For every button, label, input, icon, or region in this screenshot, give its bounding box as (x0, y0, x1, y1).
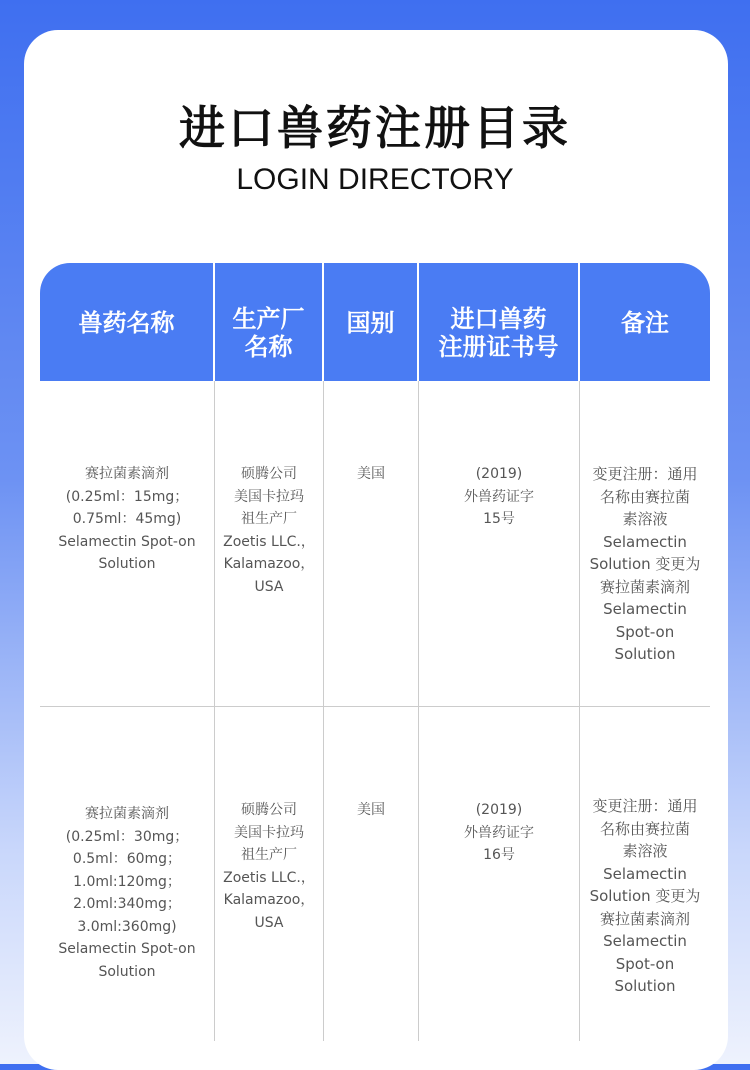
table-header (40, 263, 710, 381)
cell-drug-name: 赛拉菌素滴剂 (0.25ml：15mg； 0.75ml：45mg) Selamectin Spot-on Solution (40, 381, 215, 706)
registration-table (40, 263, 710, 1041)
page-subtitle: LOGIN DIRECTORY (236, 163, 514, 196)
cell-remark: 变更注册：通用 名称由赛拉菌 素溶液 Selamectin Solution 变更为 赛拉菌素滴剂 Selamectin Spot-on Solution (589, 797, 701, 995)
cell-manufacturer: 硕腾公司 美国卡拉玛 祖生产厂 Zoetis LLC.， Kalamazoo， USA (215, 707, 324, 1041)
header-remark: 备注 (621, 309, 669, 337)
table-row (40, 381, 710, 707)
header-country: 国别 (324, 263, 419, 381)
cell-remark: 变更注册：通用 名称由赛拉菌 素溶液 Selamectin Solution 变更为 赛拉菌素滴剂 Selamectin Spot-on Solution (589, 465, 701, 663)
page-title: 进口兽药注册目录 (179, 101, 571, 155)
header-drug-name: 兽药名称 (40, 263, 215, 381)
table-row (40, 707, 710, 1041)
cell-country: 美国 (324, 707, 419, 1041)
cell-country: 美国 (324, 381, 419, 706)
cell-certificate: (2019) 外兽药证字 15号 (419, 381, 580, 706)
header-certificate: 进口兽药 注册证书号 (419, 263, 580, 381)
cell-certificate: (2019) 外兽药证字 16号 (419, 707, 580, 1041)
cell-drug-name: 赛拉菌素滴剂 (0.25ml：30mg； 0.5ml：60mg； 1.0ml:120mg； 2.0ml:340mg； 3.0ml:360mg) Selamectin Spot-on Solution (40, 707, 215, 1041)
header-manufacturer: 生产厂 名称 (215, 263, 324, 381)
cell-manufacturer: 硕腾公司 美国卡拉玛 祖生产厂 Zoetis LLC.， Kalamazoo， USA (215, 381, 324, 706)
